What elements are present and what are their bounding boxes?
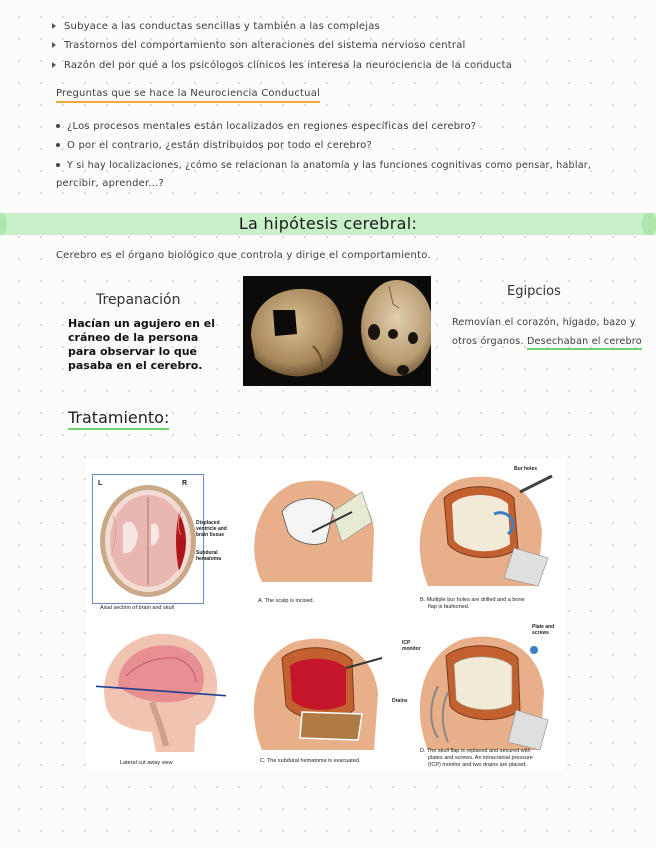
question-3-cont [56, 178, 164, 189]
label-line: screws [532, 630, 549, 636]
egipcios-line-1: Removían el corazón, hígado, bazo y [452, 317, 636, 328]
axial-brain-panel [92, 474, 204, 604]
egipcios-highlight: Desechaban el cerebro [527, 336, 642, 350]
lateral-brain-panel [96, 626, 226, 756]
caption-b [420, 597, 525, 611]
label-line: monitor [402, 646, 421, 652]
label-line: hematoma [196, 556, 222, 562]
label-line: brain tissue [196, 532, 225, 538]
bullet-dot-icon [56, 143, 60, 147]
caption-d [420, 748, 533, 769]
bullet-dot-icon [56, 163, 60, 167]
egipcios-prefix: otros órganos. [452, 336, 524, 347]
bullet-text: Trastornos del comportamiento son alteraciones del sistema nervioso central [64, 40, 466, 51]
label-left: L [98, 480, 103, 487]
question-1 [56, 121, 476, 132]
panel-c [242, 628, 392, 754]
trepanacion-line: Hacían un agujero en el [68, 317, 216, 330]
intro-text: Cerebro es el órgano biológico que controla y dirige el comportamiento. [56, 250, 431, 261]
question-text: ¿Los procesos mentales están localizados en regiones específicas del cerebro? [67, 121, 477, 132]
tratamiento-title-text: Tratamiento: [68, 408, 169, 430]
question-3 [56, 160, 591, 171]
label-drains: Drains [392, 698, 408, 704]
bullet-text: Razón del por qué a los psicólogos clínicos les interesa la neurociencia de la conducta [64, 60, 513, 71]
label-displaced [196, 520, 227, 538]
skull-image [243, 276, 431, 386]
label-line: ICP [402, 640, 411, 646]
label-line: ventricle and [196, 526, 227, 532]
caption-c: C. The subdural hematoma is evacuated. [260, 758, 361, 764]
label-right: R [182, 480, 188, 487]
questions-heading-text: Preguntas que se hace la Neurociencia Conductual [56, 88, 320, 103]
trepanacion-line: pasaba en el cerebro. [68, 359, 203, 372]
bullet-2 [52, 40, 466, 51]
question-text: O por el contrario, ¿están distribuidos por todo el cerebro? [67, 140, 373, 151]
label-burr-holes: Bur holes [514, 466, 538, 472]
panel-a [242, 472, 382, 592]
panel-d-drawing [408, 626, 558, 754]
trepanacion-notes [68, 317, 238, 373]
label-line: Displaced [196, 520, 220, 526]
trepanned-skulls-photo [243, 276, 431, 386]
panel-b-drawing [408, 468, 558, 592]
bullet-arrow-icon [52, 42, 56, 48]
section-title: La hipótesis cerebral: [238, 214, 418, 233]
panel-b [408, 468, 558, 592]
label-line: Subdural [196, 550, 218, 556]
bullet-arrow-icon [52, 23, 56, 29]
trepanacion-title: Trepanación [96, 292, 181, 308]
axial-brain-drawing [93, 475, 203, 603]
questions-heading [56, 88, 320, 99]
trepanacion-line: cráneo de la persona [68, 331, 199, 344]
bullet-text: Subyace a las conductas sencillas y también a las complejas [64, 21, 380, 32]
question-2 [56, 140, 372, 151]
panel-c-drawing [242, 628, 392, 754]
axial-caption: Axial section of brain and skull [100, 605, 174, 611]
bullet-3 [52, 60, 512, 71]
lateral-caption: Lateral cut away view [120, 760, 173, 766]
question-text: Y si hay localizaciones, ¿cómo se relacionan la anatomía y las funciones cognitivas como pensar, hablar, [67, 160, 592, 171]
bullet-1 [52, 21, 380, 32]
label-subdural [196, 550, 221, 562]
caption-line: D. The skull flap is replaced and secured with [420, 748, 531, 754]
panel-d [408, 626, 558, 754]
craniotomy-figure [86, 458, 566, 770]
bullet-dot-icon [56, 124, 60, 128]
panel-a-drawing [242, 472, 382, 592]
egipcios-line-2 [452, 336, 642, 347]
label-icp-monitor [402, 640, 421, 652]
caption-line: plates and screws. An intracranial pressure [428, 755, 533, 761]
lateral-brain-drawing [96, 626, 226, 756]
egipcios-title: Egipcios [507, 284, 561, 299]
caption-line: B. Multiple bur holes are drilled and a bone [420, 597, 525, 603]
label-plate-screws [532, 624, 554, 636]
caption-a: A. The scalp is incised. [258, 598, 315, 604]
tratamiento-title [68, 408, 169, 427]
label-line: Plate and [532, 624, 555, 630]
caption-line: (ICP) monitor and two drains are placed. [428, 762, 527, 768]
trepanacion-line: para observar lo que [68, 345, 198, 358]
bullet-arrow-icon [52, 62, 56, 68]
question-text: percibir, aprender...? [56, 178, 165, 189]
caption-line: flap is fashioned. [428, 604, 470, 610]
